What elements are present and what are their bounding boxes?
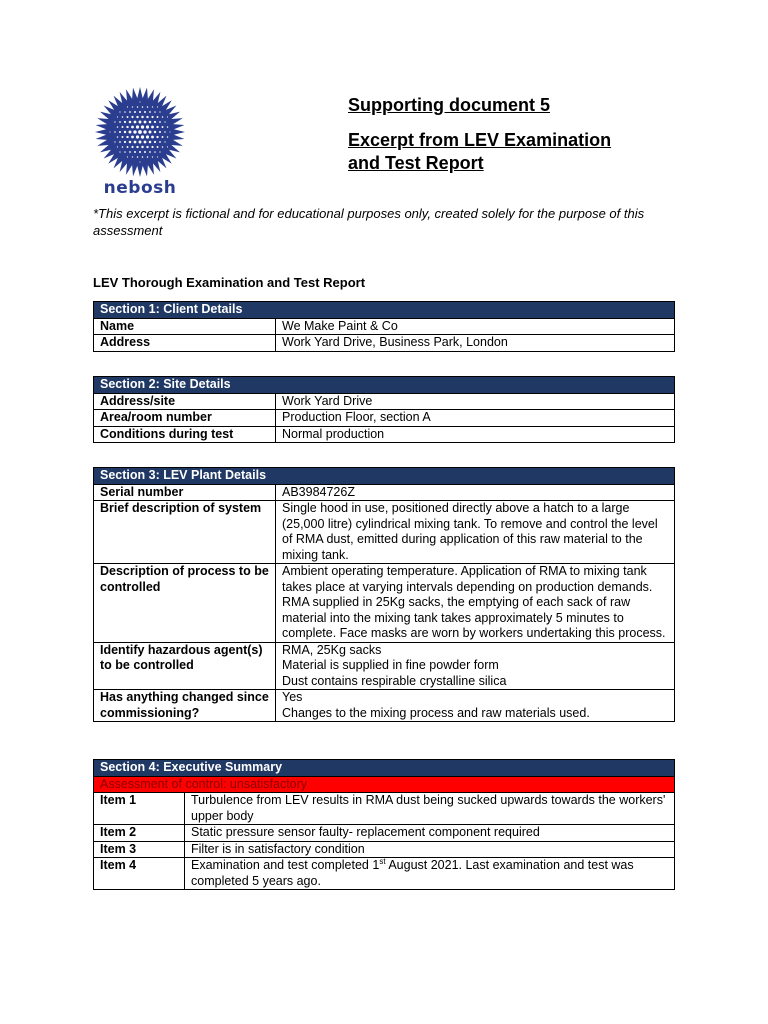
starburst-dot xyxy=(159,121,161,123)
row-label: Serial number xyxy=(94,484,276,501)
starburst-dot xyxy=(133,130,136,133)
starburst-dot xyxy=(119,141,121,143)
starburst-rays xyxy=(95,87,185,177)
assessment-status-banner: Assessment of control: unsatisfactory xyxy=(94,776,675,793)
starburst-dot xyxy=(132,106,133,107)
starburst-dot xyxy=(134,141,137,144)
row-label: Item 1 xyxy=(94,793,185,825)
table-row xyxy=(94,690,675,722)
starburst-dot xyxy=(151,136,154,139)
starburst-dot xyxy=(149,111,151,113)
starburst-dot xyxy=(149,151,151,153)
starburst-dot xyxy=(159,111,160,112)
starburst-dot xyxy=(122,116,124,118)
section2-site-details-table xyxy=(93,376,675,443)
value-line: Yes xyxy=(282,690,303,704)
row-label: Name xyxy=(94,318,276,335)
starburst-dot xyxy=(167,126,169,128)
starburst-dot xyxy=(154,151,156,153)
row-value xyxy=(276,690,675,722)
starburst-dot xyxy=(109,131,110,132)
starburst-dot xyxy=(131,126,134,129)
starburst-dot xyxy=(156,126,158,128)
row-value: We Make Paint & Co xyxy=(276,318,675,335)
starburst-dot xyxy=(114,141,115,142)
row-value: Production Floor, section A xyxy=(276,410,675,427)
starburst-dot xyxy=(164,131,166,133)
disclaimer-text: *This excerpt is fictional and for educational purposes only, created solely for the purpose of this assessment xyxy=(93,206,645,238)
starburst-dot xyxy=(151,116,153,118)
starburst-dot xyxy=(134,121,137,124)
value-text: Examination and test completed 1 xyxy=(191,858,380,872)
starburst-dot xyxy=(122,136,124,138)
row-value: Single hood in use, positioned directly above a hatch to a large (25,000 litre) cylindrical mixing tank. To remove and control the level of RMA dust, emitted during application of this raw material to the mixing tank. xyxy=(276,501,675,564)
section3-header: Section 3: LEV Plant Details xyxy=(94,468,675,485)
starburst-dot xyxy=(162,146,164,148)
row-label: Address xyxy=(94,335,276,352)
table-row xyxy=(94,793,675,825)
starburst-dot xyxy=(162,116,164,118)
row-label: Item 4 xyxy=(94,858,185,890)
excerpt-title-line1: Excerpt from LEV Examination xyxy=(348,130,612,150)
value-line: Dust contains respirable crystalline silica xyxy=(282,673,507,688)
starburst-dot xyxy=(126,136,128,138)
ordinal-suffix: st xyxy=(379,856,386,866)
starburst-dot xyxy=(162,136,164,138)
section4-executive-summary-table xyxy=(93,759,675,890)
row-value xyxy=(276,642,675,690)
supporting-document-title: Supporting document 5 xyxy=(348,95,550,115)
starburst-dot xyxy=(114,121,115,122)
row-value: Ambient operating temperature. Application of RMA to mixing tank takes place at varying intervals depending on production demands. RMA supplied in 25Kg sacks, the emptying of each sack of raw material into the mixing tank takes approximately 5 minutes to complete. Face masks are worn by workers undertaking this process. xyxy=(276,564,675,643)
starburst-dot xyxy=(167,116,168,117)
section1-client-details-table xyxy=(93,301,675,352)
row-value: Turbulence from LEV results in RMA dust being sucked upwards towards the workers' upper body xyxy=(185,793,675,825)
table-row xyxy=(94,426,675,443)
starburst-dot xyxy=(117,146,118,147)
starburst-dot xyxy=(119,121,121,123)
starburst-dot xyxy=(129,131,132,134)
starburst-dot xyxy=(119,131,121,133)
starburst-dot xyxy=(159,151,160,152)
starburst-dot xyxy=(138,130,142,134)
starburst-dot xyxy=(141,146,143,148)
starburst-dot xyxy=(146,116,148,118)
starburst-dot xyxy=(142,106,144,108)
starburst-dot xyxy=(167,146,168,147)
starburst-dot xyxy=(136,125,139,128)
starburst-dot xyxy=(164,141,165,142)
starburst-dot xyxy=(137,156,139,158)
starburst-dot xyxy=(132,156,133,157)
starburst-dot xyxy=(139,151,141,153)
starburst-dot xyxy=(129,111,131,113)
starburst-dot xyxy=(129,151,131,153)
starburst-dot xyxy=(144,151,146,153)
starburst-dot xyxy=(149,141,152,144)
table-row xyxy=(94,484,675,501)
section3-lev-plant-table xyxy=(93,467,675,722)
table-row xyxy=(94,393,675,410)
row-label: Address/site xyxy=(94,393,276,410)
starburst-dot xyxy=(142,156,144,158)
table-row xyxy=(94,335,675,352)
starburst-dot xyxy=(157,156,158,157)
starburst-dot xyxy=(127,146,129,148)
starburst-dot xyxy=(146,125,149,128)
starburst-dot xyxy=(154,111,156,113)
starburst-dot xyxy=(159,141,161,143)
row-label: Item 2 xyxy=(94,825,185,842)
starburst-dot xyxy=(129,141,132,144)
nebosh-logo xyxy=(88,86,192,202)
row-label: Brief description of system xyxy=(94,501,276,564)
starburst-dot xyxy=(136,116,138,118)
starburst-dot xyxy=(129,121,132,124)
starburst-dot xyxy=(152,156,153,157)
row-label: Identify hazardous agent(s) to be controlled xyxy=(94,642,276,690)
starburst-dot xyxy=(149,131,152,134)
starburst-dot xyxy=(139,111,141,113)
starburst-logo-icon xyxy=(88,86,192,178)
starburst-dot xyxy=(151,146,153,148)
starburst-dot xyxy=(124,111,126,113)
starburst-dot xyxy=(119,151,120,152)
starburst-dot xyxy=(131,136,134,139)
starburst-dot xyxy=(152,106,153,107)
starburst-dot xyxy=(146,135,149,138)
starburst-dot xyxy=(124,121,126,123)
table-row xyxy=(94,501,675,564)
row-value: Normal production xyxy=(276,426,675,443)
starburst-dot xyxy=(139,101,140,102)
starburst-dot xyxy=(124,131,126,133)
starburst-dot xyxy=(114,131,116,133)
starburst-dot xyxy=(117,136,119,138)
value-line: Material is supplied in fine powder form xyxy=(282,658,499,672)
row-label: Area/room number xyxy=(94,410,276,427)
starburst-dot xyxy=(127,156,128,157)
row-value: AB3984726Z xyxy=(276,484,675,501)
starburst-dot xyxy=(159,131,161,133)
starburst-dot xyxy=(127,106,128,107)
starburst-dot xyxy=(147,106,149,108)
starburst-dot xyxy=(147,156,149,158)
starburst-dot xyxy=(169,131,170,132)
value-text: August 2021. Last examination and test was completed 5 years ago. xyxy=(191,858,634,888)
starburst-dot xyxy=(162,126,164,128)
row-label: Has anything changed since commissioning? xyxy=(94,690,276,722)
section2-header: Section 2: Site Details xyxy=(94,377,675,394)
starburst-dot xyxy=(119,111,120,112)
starburst-dot xyxy=(137,106,139,108)
excerpt-title-line2: and Test Report xyxy=(348,153,484,173)
table-row xyxy=(94,410,675,427)
starburst-dot xyxy=(139,121,142,124)
row-value xyxy=(185,858,675,890)
starburst-dot xyxy=(143,130,146,133)
row-label: Description of process to be controlled xyxy=(94,564,276,643)
value-line: Changes to the mixing process and raw materials used. xyxy=(282,705,590,720)
row-value: Filter is in satisfactory condition xyxy=(185,841,675,858)
table-row xyxy=(94,858,675,890)
value-line: RMA, 25Kg sacks xyxy=(282,642,382,657)
starburst-dot xyxy=(149,121,152,124)
report-title: LEV Thorough Examination and Test Report xyxy=(93,275,366,290)
logo-wordmark: nebosh xyxy=(103,178,177,198)
starburst-dot xyxy=(134,151,136,153)
starburst-dot xyxy=(122,126,124,128)
row-value: Work Yard Drive xyxy=(276,393,675,410)
table-row xyxy=(94,825,675,842)
starburst-dot xyxy=(141,125,144,128)
starburst-dot xyxy=(151,126,154,129)
starburst-dot xyxy=(157,106,158,107)
starburst-dot xyxy=(126,126,128,128)
starburst-dot xyxy=(157,146,159,148)
starburst-dot xyxy=(117,126,119,128)
row-value: Static pressure sensor faulty- replacement component required xyxy=(185,825,675,842)
starburst-dot xyxy=(144,111,146,113)
starburst-dot xyxy=(117,116,118,117)
starburst-dot xyxy=(154,121,156,123)
starburst-dot xyxy=(124,151,126,153)
table-row xyxy=(94,841,675,858)
starburst-dot xyxy=(144,141,147,144)
starburst-dot xyxy=(154,141,156,143)
section1-header: Section 1: Client Details xyxy=(94,302,675,319)
row-label: Conditions during test xyxy=(94,426,276,443)
starburst-dot xyxy=(164,121,165,122)
starburst-dot xyxy=(136,135,139,138)
starburst-dot xyxy=(131,116,133,118)
starburst-dot xyxy=(139,161,140,162)
starburst-dot xyxy=(124,141,126,143)
table-row xyxy=(94,564,675,643)
starburst-dot xyxy=(134,111,136,113)
starburst-dot xyxy=(131,146,133,148)
row-value: Work Yard Drive, Business Park, London xyxy=(276,335,675,352)
section4-header: Section 4: Executive Summary xyxy=(94,760,675,777)
starburst-dot xyxy=(157,116,159,118)
row-label: Item 3 xyxy=(94,841,185,858)
starburst-dot xyxy=(156,136,158,138)
starburst-dot xyxy=(139,141,142,144)
starburst-dot xyxy=(141,135,144,138)
starburst-dot xyxy=(127,116,129,118)
table-row xyxy=(94,642,675,690)
starburst-dot xyxy=(141,116,143,118)
starburst-dot xyxy=(144,121,147,124)
starburst-dot xyxy=(167,136,169,138)
starburst-dot xyxy=(154,131,156,133)
starburst-dot xyxy=(122,146,124,148)
table-row xyxy=(94,318,675,335)
starburst-dot xyxy=(146,146,148,148)
document-heading xyxy=(348,94,678,175)
starburst-dot xyxy=(136,146,138,148)
